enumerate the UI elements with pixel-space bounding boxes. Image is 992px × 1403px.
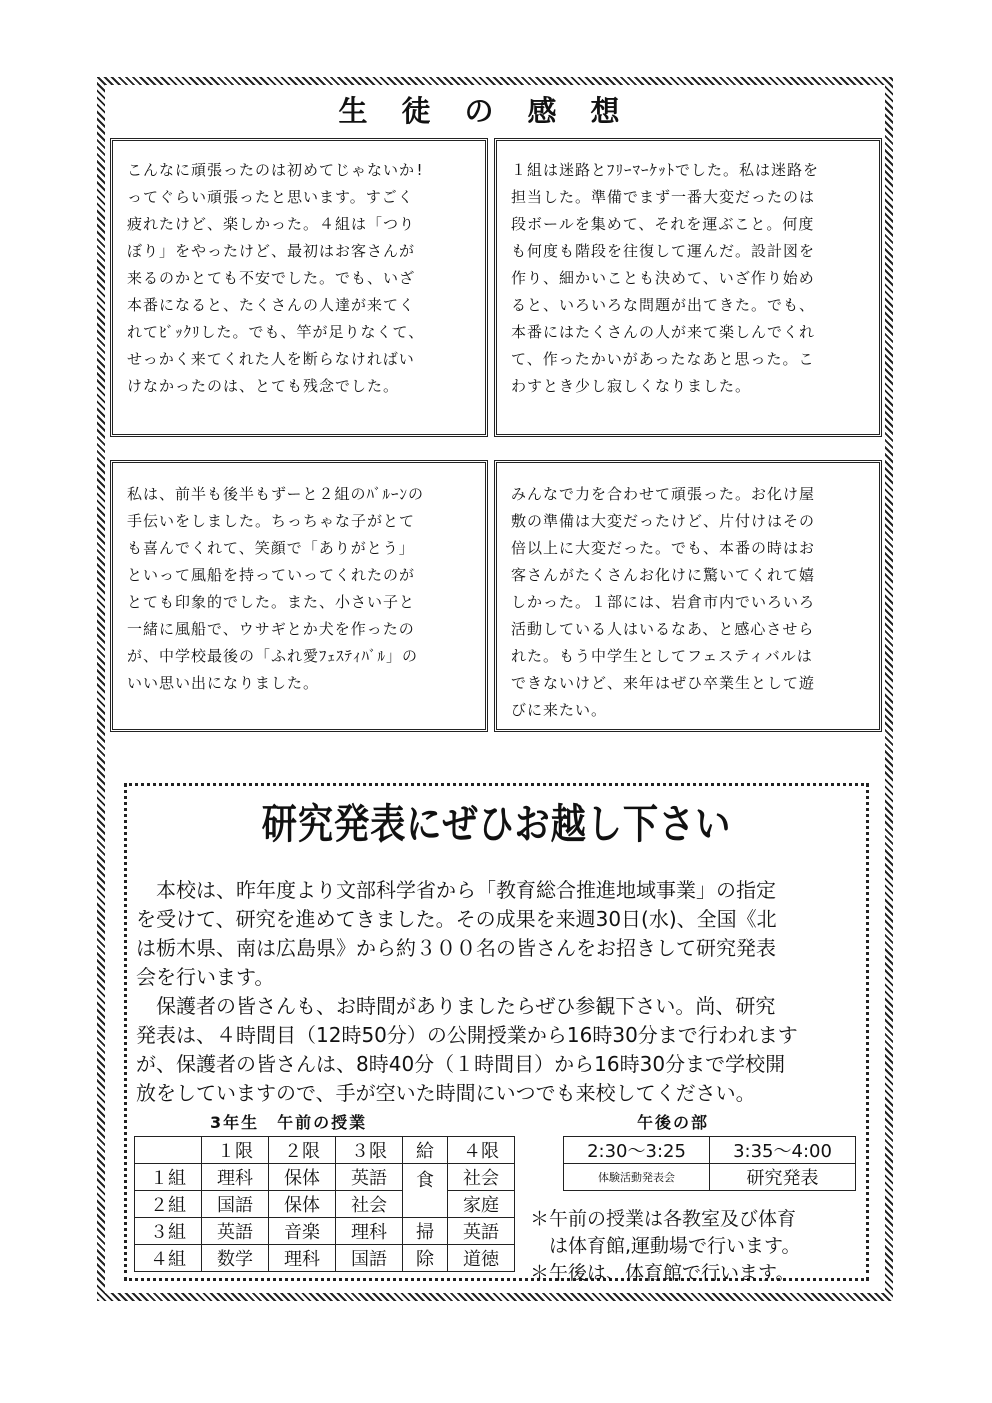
comment-card-2 — [494, 138, 882, 437]
am-clean-cell: 除 — [403, 1245, 448, 1272]
am-header-lunch: 給 — [403, 1137, 448, 1164]
am-header-row — [135, 1137, 515, 1164]
am-class-cell: １組 — [135, 1164, 202, 1191]
comment-text-4: みんなで力を合わせて頑張った。お化け屋 敷の準備は大変だったけど、片付けはその 倍以上に大変だった。でも、本番の時はお 客さんがたくさんお化けに驚いてくれて嬉 しかった。１部には、岩倉市内でいろいろ 活動している人はいるなあ、と感心させら れた。もう中学生としてフェスティバルは できないけど、来年はぜひ卒業生として遊 びに来たい。 — [511, 485, 816, 719]
table-row — [135, 1191, 515, 1218]
table-row — [135, 1218, 515, 1245]
pm-time-cell: 2:30～3:25 — [564, 1137, 710, 1164]
am-subject-cell: 保体 — [269, 1164, 336, 1191]
am-header-blank — [135, 1137, 202, 1164]
table-row — [564, 1164, 856, 1191]
notice-body: 本校は、昨年度より文部科学省から「教育総合推進地域事業」の指定 を受けて、研究を進めてきました。その成果を来週30日(水)、全国《北 は栃木県、南は広島県》から約３００名の皆さんをお招きして研究発表 会を行います。 保護者の皆さんも、お時間がありましたらぜひ参観下さい。尚、研究 発表は、４時間目（12時50分）の公開授業から16時30分まで行われます が、保護者の皆さんは、8時40分（１時間目）から16時30分まで学校開 放をしていますので、手が空いた時間にいつでも来校してください。 — [136, 878, 798, 1105]
pm-schedule-caption: 午後の部 — [637, 1113, 710, 1132]
pm-event-cell: 体験活動発表会 — [564, 1164, 710, 1191]
comment-card-1 — [110, 138, 488, 437]
pm-event-cell: 研究発表 — [710, 1164, 856, 1191]
am-class-cell: ２組 — [135, 1191, 202, 1218]
am-subject-cell: 保体 — [269, 1191, 336, 1218]
table-row — [135, 1164, 515, 1191]
am-schedule-caption: 3年生 午前の授業 — [210, 1113, 368, 1132]
pm-schedule-table — [563, 1136, 856, 1191]
am-header-period: ３限 — [336, 1137, 403, 1164]
am-subject-cell: 理科 — [336, 1218, 403, 1245]
am-subject-cell: 音楽 — [269, 1218, 336, 1245]
comment-text-2: １組は迷路とﾌﾘｰﾏｰｹｯﾄでした。私は迷路を 担当した。準備でまず一番大変だったのは 段ボールを集めて、それを運ぶこと。何度 も何度も階段を往復して運んだ。設計図を 作り、細かいことも決めて、いざ作り始め ると、いろいろな問題が出てきた。でも、 本番にはたくさんの人が来て楽しんでくれ て、作ったかいがあったなあと思った。こ わすとき少し寂しくなりました。 — [511, 161, 820, 395]
am-subject-cell: 道徳 — [448, 1245, 515, 1272]
am-class-cell: ４組 — [135, 1245, 202, 1272]
am-lunch-cell: 食 — [403, 1164, 448, 1218]
pm-time-cell: 3:35～4:00 — [710, 1137, 856, 1164]
page-title: 生徒の感想 — [338, 94, 654, 128]
am-subject-cell: 社会 — [336, 1191, 403, 1218]
comment-card-3 — [110, 460, 488, 732]
am-subject-cell: 国語 — [336, 1245, 403, 1272]
table-row — [564, 1137, 856, 1164]
am-subject-cell: 英語 — [202, 1218, 269, 1245]
comment-card-4 — [494, 460, 882, 732]
am-class-cell: ３組 — [135, 1218, 202, 1245]
comment-text-1: こんなに頑張ったのは初めてじゃないか! ってぐらい頑張ったと思います。すごく 疲れたけど、楽しかった。４組は「つり ぼり」をやったけど、最初はお客さんが 来るのかとても不安でした。でも、いざ 本番になると、たくさんの人達が来てく れてﾋﾞｯｸﾘした。でも、竿が足りなくて、 せっかく来てくれた人を断らなければい けなかったのは、とても残念でした。 — [127, 161, 426, 395]
table-row — [135, 1245, 515, 1272]
am-subject-cell: 数学 — [202, 1245, 269, 1272]
comment-text-3: 私は、前半も後半もずーと２組のﾊﾞﾙｰﾝの 手伝いをしました。ちっちゃな子がとて も喜んでくれて、笑顔で「ありがとう」 といって風船を持っていってくれたのが とても印象的でした。また、小さい子と 一緒に風船で、ウサギとか犬を作ったの が、中学校最後の「ふれ愛ﾌｪｽﾃｨﾊﾞﾙ」の いい思い出になりました。 — [127, 485, 425, 692]
am-subject-cell: 社会 — [448, 1164, 515, 1191]
am-subject-cell: 英語 — [336, 1164, 403, 1191]
am-header-period: ４限 — [448, 1137, 515, 1164]
am-schedule-table — [134, 1136, 515, 1272]
am-clean-cell: 掃 — [403, 1218, 448, 1245]
am-subject-cell: 国語 — [202, 1191, 269, 1218]
am-header-period: １限 — [202, 1137, 269, 1164]
am-subject-cell: 理科 — [269, 1245, 336, 1272]
am-header-period: ２限 — [269, 1137, 336, 1164]
notice-title: 研究発表にぜひお越し下さい — [261, 800, 732, 848]
am-subject-cell: 英語 — [448, 1218, 515, 1245]
am-subject-cell: 理科 — [202, 1164, 269, 1191]
schedule-notes: ＊午前の授業は各教室及び体育 は体育館,運動場で行います。 ＊午後は、体育館で行います。 — [530, 1208, 801, 1284]
am-subject-cell: 家庭 — [448, 1191, 515, 1218]
